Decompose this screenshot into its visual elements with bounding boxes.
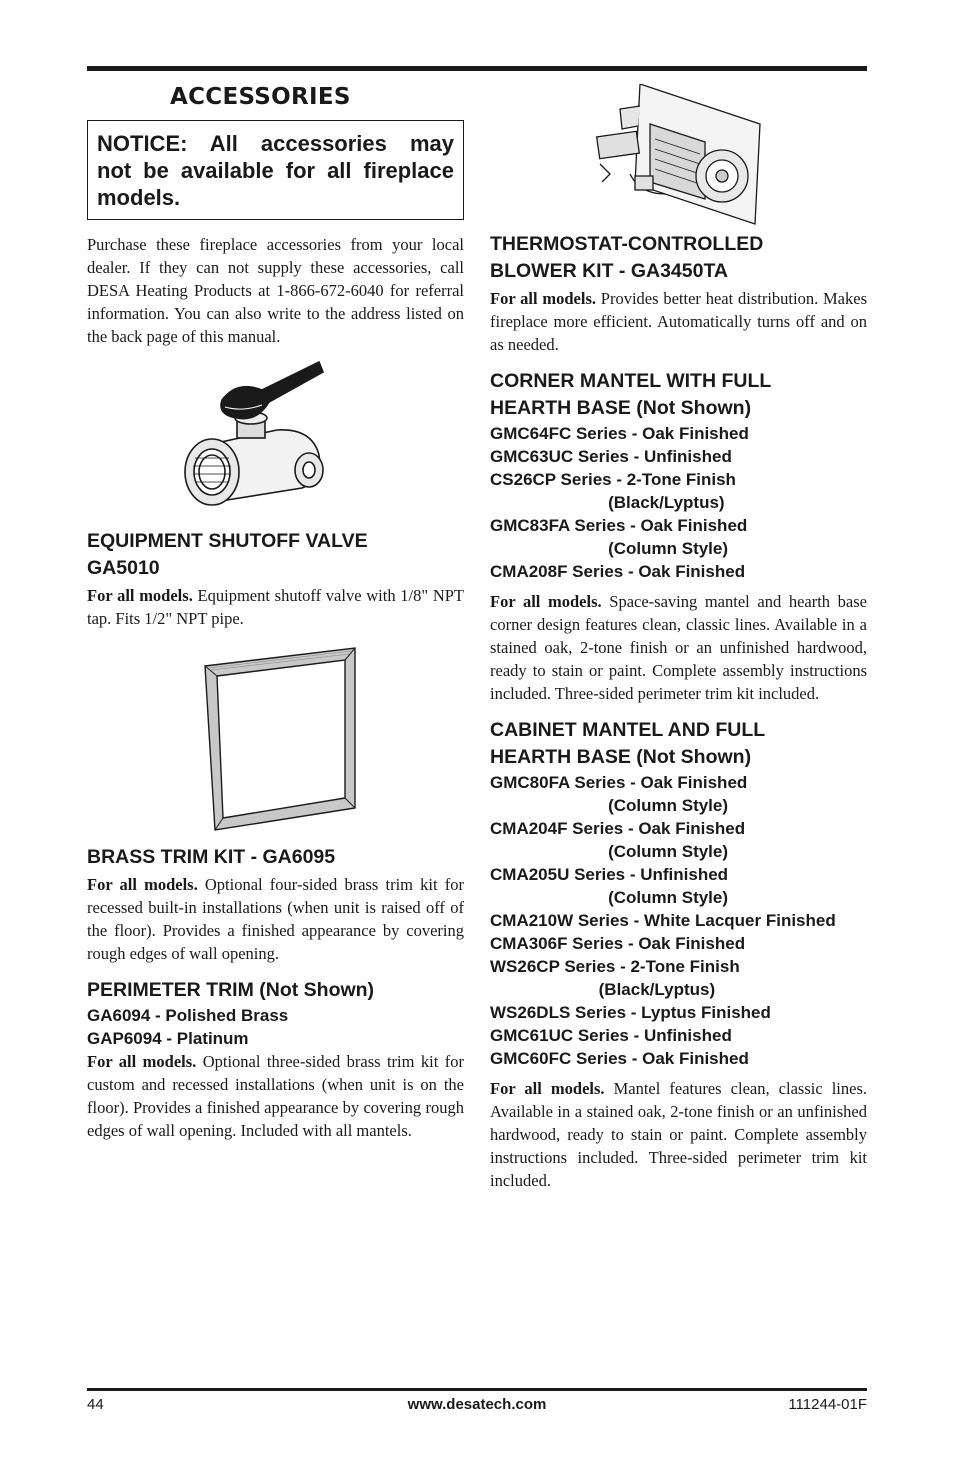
model-line: GMC63UC Series - Unfinished <box>490 447 732 466</box>
lead-text: For all models. <box>87 1052 197 1071</box>
blower-title: BLOWER KIT - GA3450TA <box>490 260 728 282</box>
blower-title: THERMOSTAT-CONTROLLED <box>490 233 764 255</box>
notice-line: not be available for all fireplace <box>97 158 454 183</box>
notice-line: NOTICE: All accessories may <box>97 131 454 156</box>
lead-text: For all models. <box>490 289 596 308</box>
brass-title: BRASS TRIM KIT - GA6095 <box>87 846 336 868</box>
doc-number: 111244-01F <box>788 1396 867 1413</box>
lead-text: For all models. <box>490 1079 605 1098</box>
perimeter-model: GAP6094 - Platinum <box>87 1029 249 1048</box>
corner-text <box>490 590 867 705</box>
model-line: (Column Style) <box>490 888 729 907</box>
model-line: (Column Style) <box>490 796 729 815</box>
model-line: CMA208F Series - Oak Finished <box>490 562 746 581</box>
cabinet-title: HEARTH BASE (Not Shown) <box>490 746 752 768</box>
brass-trim-illustration <box>87 640 464 832</box>
model-line: GMC80FA Series - Oak Finished <box>490 773 748 792</box>
model-line: (Column Style) <box>490 539 729 558</box>
section-title: ACCESSORIES <box>170 84 351 110</box>
shutoff-title: GA5010 <box>87 557 160 579</box>
cabinet-title: CABINET MANTEL AND FULL <box>490 719 766 741</box>
model-line: CMA205U Series - Unfinished <box>490 865 729 884</box>
body-text: Optional three-sided brass trim kit for custom and recessed installations (when unit is on the floor). Provides a finished appearance by covering rough edges of wall opening. Included with all mantels. <box>87 1052 465 1140</box>
notice-box <box>87 120 464 220</box>
body-text: Equipment shutoff valve with 1/8" NPT tap. Fits 1/2" NPT pipe. <box>87 586 464 628</box>
shutoff-text <box>87 584 464 630</box>
lead-text: For all models. <box>87 875 198 894</box>
brass-text <box>87 873 464 965</box>
cabinet-model-list <box>490 771 867 1070</box>
model-line: GMC64FC Series - Oak Finished <box>490 424 749 443</box>
perimeter-text <box>87 1050 464 1142</box>
blower-text <box>490 287 867 356</box>
model-line: CMA204F Series - Oak Finished <box>490 819 746 838</box>
model-line: GMC60FC Series - Oak Finished <box>490 1049 749 1068</box>
model-line: GMC83FA Series - Oak Finished <box>490 516 748 535</box>
notice-line: models. <box>97 185 181 210</box>
top-rule <box>87 66 867 71</box>
intro-text: Purchase these fireplace accessories from your local dealer. If they can not supply these accessories, call DESA Heating Products at 1-866-672-6040 for referral information. You can also write to the address listed on the back page of this manual. <box>87 235 464 346</box>
shutoff-valve-illustration <box>87 360 464 510</box>
shutoff-title: EQUIPMENT SHUTOFF VALVE <box>87 530 368 552</box>
bottom-rule <box>87 1388 867 1391</box>
model-line: GMC61UC Series - Unfinished <box>490 1026 732 1045</box>
blower-kit-illustration <box>490 84 867 229</box>
page-number: 44 <box>87 1396 104 1413</box>
model-line: WS26DLS Series - Lyptus Finished <box>490 1003 771 1022</box>
body-text: Optional four-sided brass trim kit for recessed built-in installations (when unit is raised off of the floor). Provides a finished appearance by covering rough edges of wall opening. <box>87 875 464 963</box>
corner-title: CORNER MANTEL WITH FULL <box>490 370 772 392</box>
body-text: Mantel features clean, classic lines. Available in a stained oak, 2-tone finish or an unfinished hardwood, ready to stain or paint. Complete assembly instructions included. Three-sided perimeter trim kit included. <box>490 1079 867 1190</box>
left-column <box>87 78 464 1142</box>
cabinet-text <box>490 1077 867 1192</box>
model-line: CMA210W Series - White Lacquer Finished <box>490 911 836 930</box>
model-line: CS26CP Series - 2-Tone Finish <box>490 470 736 489</box>
lead-text: For all models. <box>490 592 602 611</box>
model-line: (Black/Lyptus) <box>490 980 716 999</box>
perimeter-title: PERIMETER TRIM (Not Shown) <box>87 979 375 1001</box>
corner-title: HEARTH BASE (Not Shown) <box>490 397 752 419</box>
model-line: WS26CP Series - 2-Tone Finish <box>490 957 740 976</box>
model-line: CMA306F Series - Oak Finished <box>490 934 746 953</box>
model-line: (Black/Lyptus) <box>490 493 725 512</box>
perimeter-model: GA6094 - Polished Brass <box>87 1006 289 1025</box>
body-text: Space-saving mantel and hearth base corner design features clean, classic lines. Available in a stained oak, 2-tone finish or an unfinished hardwood, ready to stain or paint. Complete assembly instructions included. Three-sided perimeter trim kit included. <box>490 592 867 703</box>
model-line: (Column Style) <box>490 842 729 861</box>
lead-text: For all models. <box>87 586 193 605</box>
website-link[interactable]: www.desatech.com <box>407 1396 547 1413</box>
right-column <box>490 78 867 1192</box>
body-text: Provides better heat distribution. Makes fireplace more efficient. Automatically turns off and on as needed. <box>490 289 867 354</box>
corner-model-list <box>490 422 867 583</box>
